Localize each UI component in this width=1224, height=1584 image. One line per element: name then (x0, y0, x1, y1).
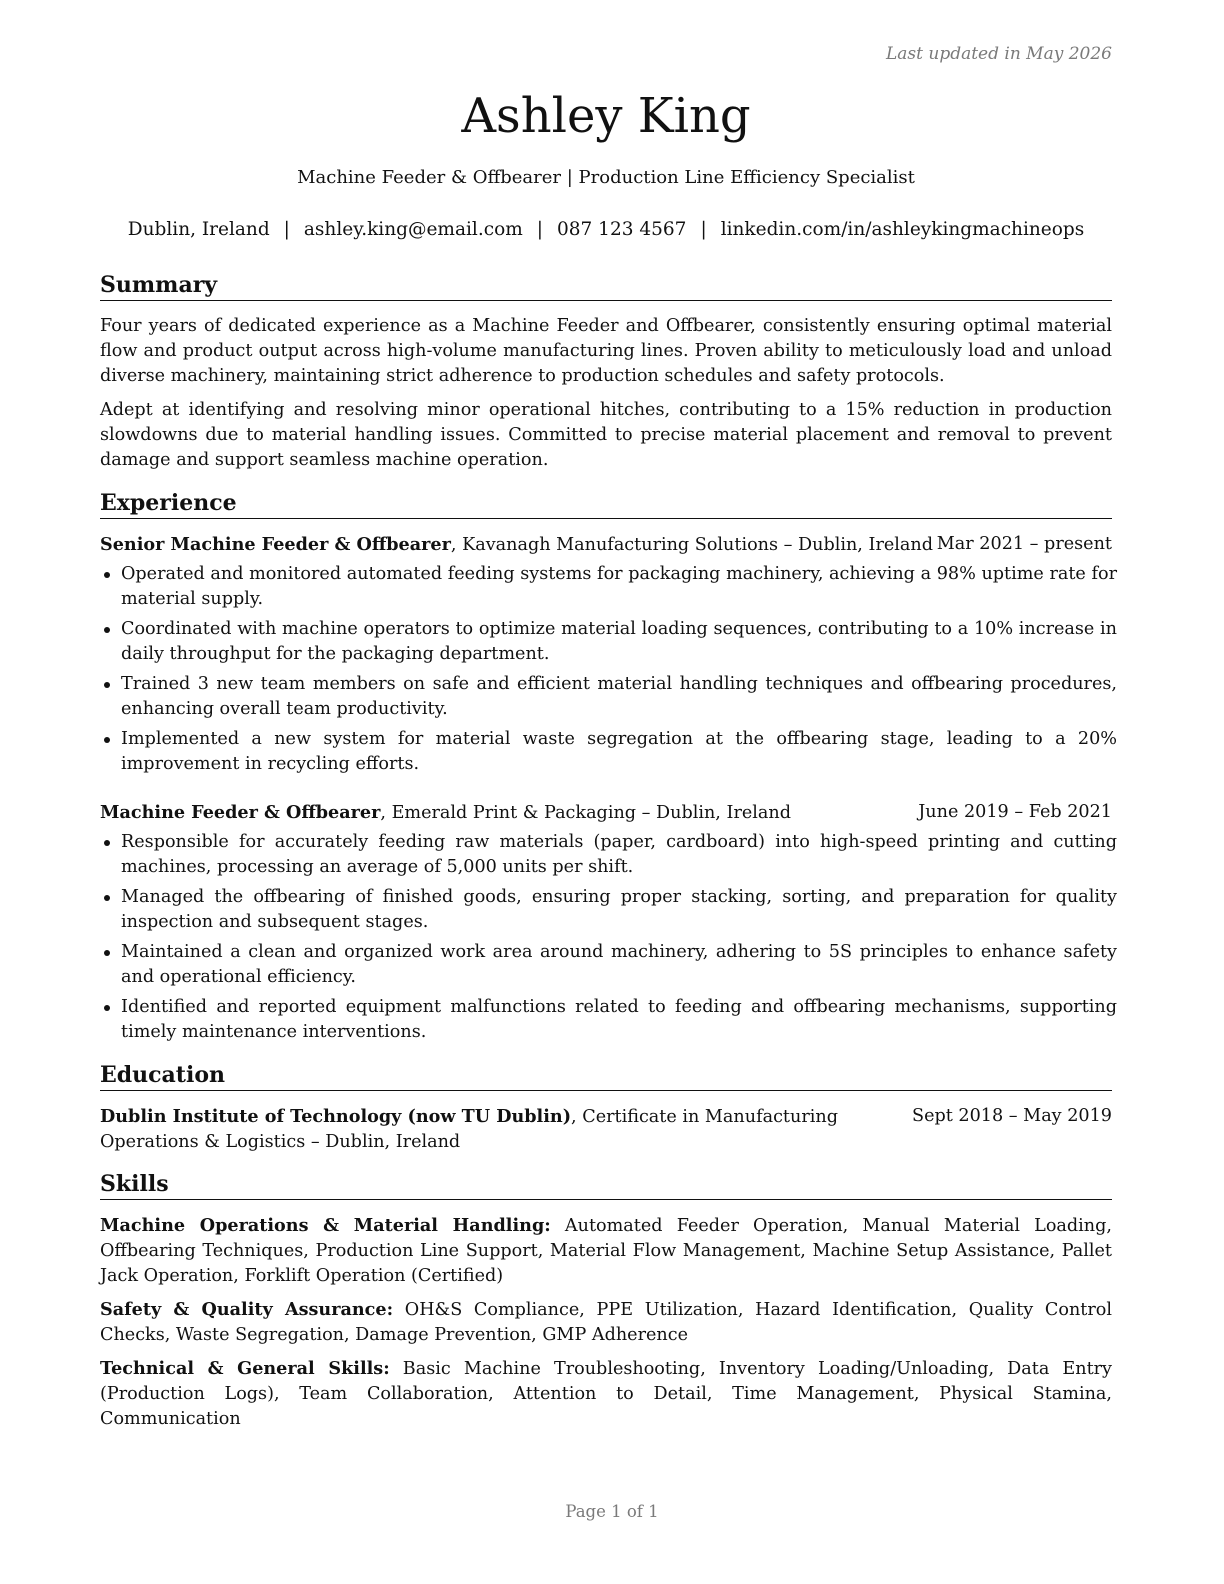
bullet-text: Managed the offbearing of finished goods, ensuring proper stacking, sorting, and preparation for quality inspection and subsequent stages. (121, 886, 1117, 933)
job-organization: , Emerald Print & Packaging – Dublin, Ireland (380, 803, 791, 823)
bullet-dot-icon (104, 840, 110, 846)
list-item (100, 995, 1117, 1045)
contact-email[interactable]: ashley.king@email.com (303, 219, 523, 240)
education-dates: Sept 2018 – May 2019 (912, 1106, 1112, 1126)
experience-heading: Experience (100, 489, 1112, 519)
job-role: Senior Machine Feeder & Offbearer (100, 534, 451, 555)
list-item (100, 885, 1117, 935)
job-dates: June 2019 – Feb 2021 (918, 802, 1112, 822)
list-item (100, 727, 1117, 777)
skill-group-3 (100, 1356, 1112, 1433)
summary-heading: Summary (100, 271, 1112, 301)
bullet-dot-icon (104, 572, 110, 578)
page-number: Page 1 of 1 (565, 1502, 659, 1521)
bullet-text: Trained 3 new team members on safe and efficient material handling techniques and offbearing procedures, enhancing overall team productivity. (121, 673, 1117, 720)
contact-separator: | (536, 219, 543, 240)
skill-group-label: Safety & Quality Assurance: (100, 1299, 394, 1320)
contact-phone[interactable]: 087 123 4567 (556, 219, 687, 240)
education-entry (100, 1104, 890, 1155)
skill-group-1 (100, 1213, 1112, 1290)
education-school: Dublin Institute of Technology (now TU Dublin) (100, 1106, 572, 1127)
skill-group-items: OH&S Compliance, PPE Utilization, Hazard Identification, Quality Control Checks, Waste Segregation, Damage Prevention, GMP Adherence (100, 1300, 1112, 1346)
job-role: Machine Feeder & Offbearer (100, 802, 381, 823)
candidate-name: Ashley King (461, 88, 751, 144)
summary-paragraph-2: Adept at identifying and resolving minor operational hitches, contributing to a 15% reduction in production slowdowns due to material handling issues. Committed to precise material placement and removal to prevent damage and support seamless machine operation. (100, 400, 1112, 471)
bullet-text: Implemented a new system for material waste segregation at the offbearing stage, leading to a 20% improvement in recycling efforts. (121, 728, 1117, 774)
list-item (100, 940, 1117, 990)
list-item (100, 672, 1117, 722)
summary-paragraph-1: Four years of dedicated experience as a Machine Feeder and Offbearer, consistently ensuring optimal material flow and product output across high-volume manufacturing lines. Proven ability to meticulously load and unload diverse machinery, maintaining strict adherence to production schedules and safety protocols. (100, 316, 1112, 387)
skill-group-items: Automated Feeder Operation, Manual Material Loading, Offbearing Techniques, Production Line Support, Material Flow Management, Machine Setup Assistance, Pallet Jack Operation, Forklift Operation (Certified) (100, 1216, 1112, 1287)
skill-group-items: Basic Machine Troubleshooting, Inventory Loading/Unloading, Data Entry (Production Logs), Team Collaboration, Attention to Detail, Time Management, Physical Stamina, Communication (100, 1359, 1112, 1430)
list-item (100, 617, 1117, 667)
bullet-text: Responsible for accurately feeding raw materials (paper, cardboard) into high-speed printing and cutting machines, processing an average of 5,000 units per shift. (121, 832, 1117, 878)
skill-group-label: Technical & General Skills: (100, 1358, 390, 1379)
education-detail: , Certificate in Manufacturing Operations & Logistics – Dublin, Ireland (100, 1107, 838, 1153)
job-bullets-2 (100, 830, 1117, 1050)
bullet-text: Coordinated with machine operators to optimize material loading sequences, contributing to a 10% increase in daily throughput for the packaging department. (121, 618, 1117, 665)
bullet-dot-icon (104, 737, 110, 743)
contact-linkedin[interactable]: linkedin.com/in/ashleykingmachineops (720, 219, 1085, 240)
bullet-dot-icon (104, 895, 110, 901)
contact-location: Dublin, Ireland (127, 219, 270, 240)
candidate-headline: Machine Feeder & Offbearer | Production Line Efficiency Specialist (297, 167, 915, 188)
education-heading: Education (100, 1061, 1112, 1091)
bullet-dot-icon (104, 627, 110, 633)
bullet-text: Maintained a clean and organized work area around machinery, adhering to 5S principles to enhance safety and operational efficiency. (121, 941, 1117, 988)
bullet-dot-icon (104, 682, 110, 688)
contact-separator: | (283, 219, 290, 240)
skill-group-label: Machine Operations & Material Handling: (100, 1215, 551, 1236)
bullet-dot-icon (104, 950, 110, 956)
job-bullets-1 (100, 562, 1117, 782)
bullet-text: Identified and reported equipment malfunctions related to feeding and offbearing mechanisms, supporting timely maintenance interventions. (121, 996, 1117, 1042)
list-item (100, 830, 1117, 880)
job-header-1 (100, 532, 1112, 558)
job-header-2 (100, 800, 1112, 826)
job-dates: Mar 2021 – present (936, 534, 1112, 554)
skills-heading: Skills (100, 1170, 1112, 1200)
list-item (100, 562, 1117, 612)
contact-separator: | (700, 219, 707, 240)
skill-group-2 (100, 1297, 1112, 1348)
bullet-dot-icon (104, 1005, 110, 1011)
last-updated-note: Last updated in May 2026 (885, 44, 1112, 64)
job-organization: , Kavanagh Manufacturing Solutions – Dublin, Ireland (450, 535, 933, 555)
contact-line (100, 219, 1112, 240)
bullet-text: Operated and monitored automated feeding systems for packaging machinery, achieving a 98% uptime rate for material supply. (121, 564, 1117, 610)
